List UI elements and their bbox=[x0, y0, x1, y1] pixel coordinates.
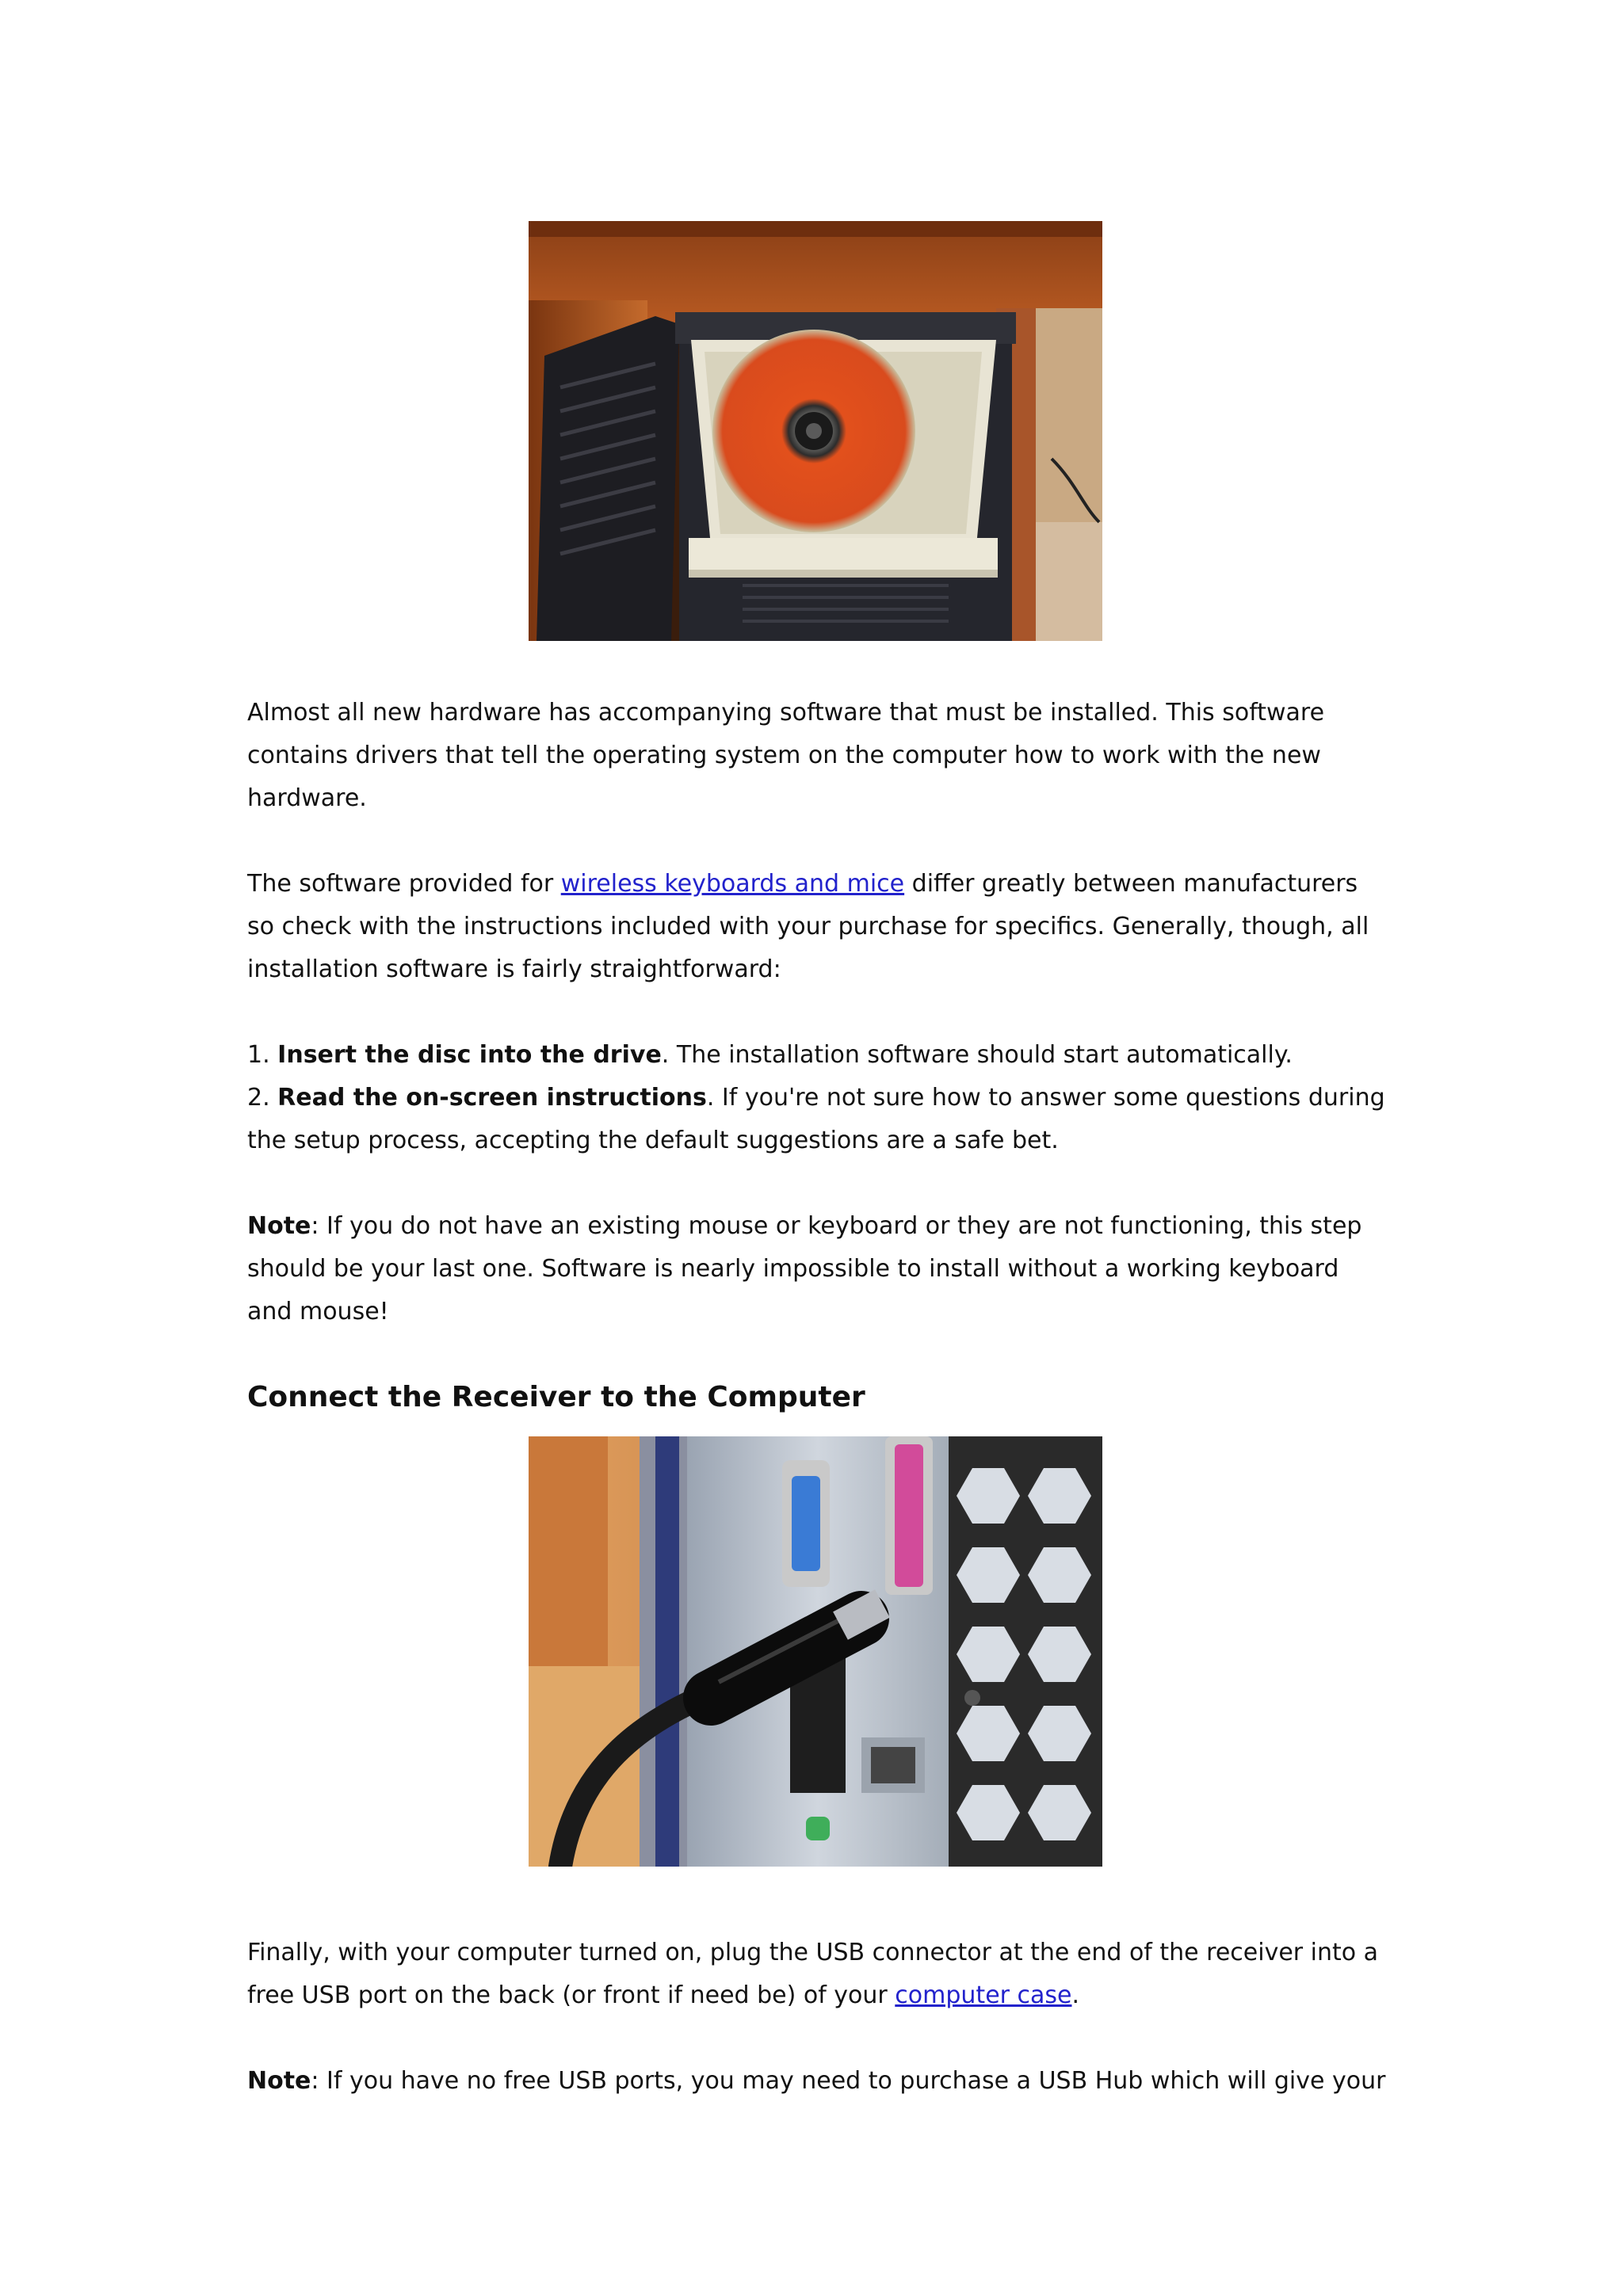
note-1-label: Note bbox=[247, 1212, 311, 1240]
step-2-number: 2. bbox=[247, 1084, 278, 1112]
software-paragraph-text-after: differ greatly between manufacturers so check with the instructions included with your purchase for specifics. Generally, though, all installation software is fairly straightforward: bbox=[247, 870, 1369, 983]
step-2 bbox=[247, 1077, 1388, 1162]
software-paragraph-text-before: The software provided for bbox=[247, 870, 561, 898]
final-text-before: Finally, with your computer turned on, plug the USB connector at the end of the receiver into a free USB port on the back (or front if need be) of your bbox=[247, 1939, 1379, 2009]
note-paragraph-2 bbox=[247, 2060, 1388, 2103]
intro-paragraph: Almost all new hardware has accompanying software that must be installed. This software contains drivers that tell the operating system on the computer how to work with the new hardware. bbox=[247, 699, 1325, 812]
computer-case-link[interactable]: computer case bbox=[895, 1981, 1072, 2009]
final-text-after: . bbox=[1071, 1981, 1080, 2009]
note-1-text: : If you do not have an existing mouse or keyboard or they are not functioning, this step should be your last one. Software is nearly impossible to install without a working keyboard and mouse! bbox=[247, 1212, 1362, 1325]
step-1-text: . The installation software should start automatically. bbox=[661, 1041, 1293, 1069]
note-2-text: : If you have no free USB ports, you may need to purchase a USB Hub which will give your bbox=[311, 2067, 1386, 2095]
step-1-title: Insert the disc into the drive bbox=[277, 1041, 662, 1069]
software-paragraph bbox=[247, 863, 1388, 991]
cd-drive-photo bbox=[529, 221, 1102, 641]
section-heading: Connect the Receiver to the Computer bbox=[247, 1381, 865, 1413]
usb-port-photo bbox=[529, 1436, 1102, 1867]
step-2-text: . If you're not sure how to answer some questions during the setup process, accepting the default suggestions are a safe bet. bbox=[247, 1084, 1385, 1154]
step-1-number: 1. bbox=[247, 1041, 278, 1069]
note-paragraph-1 bbox=[247, 1205, 1388, 1333]
note-2-label: Note bbox=[247, 2067, 311, 2095]
final-paragraph bbox=[247, 1932, 1388, 2017]
step-1 bbox=[247, 1034, 1388, 1077]
step-2-title: Read the on-screen instructions bbox=[277, 1084, 707, 1112]
wireless-keyboards-link[interactable]: wireless keyboards and mice bbox=[560, 870, 905, 898]
